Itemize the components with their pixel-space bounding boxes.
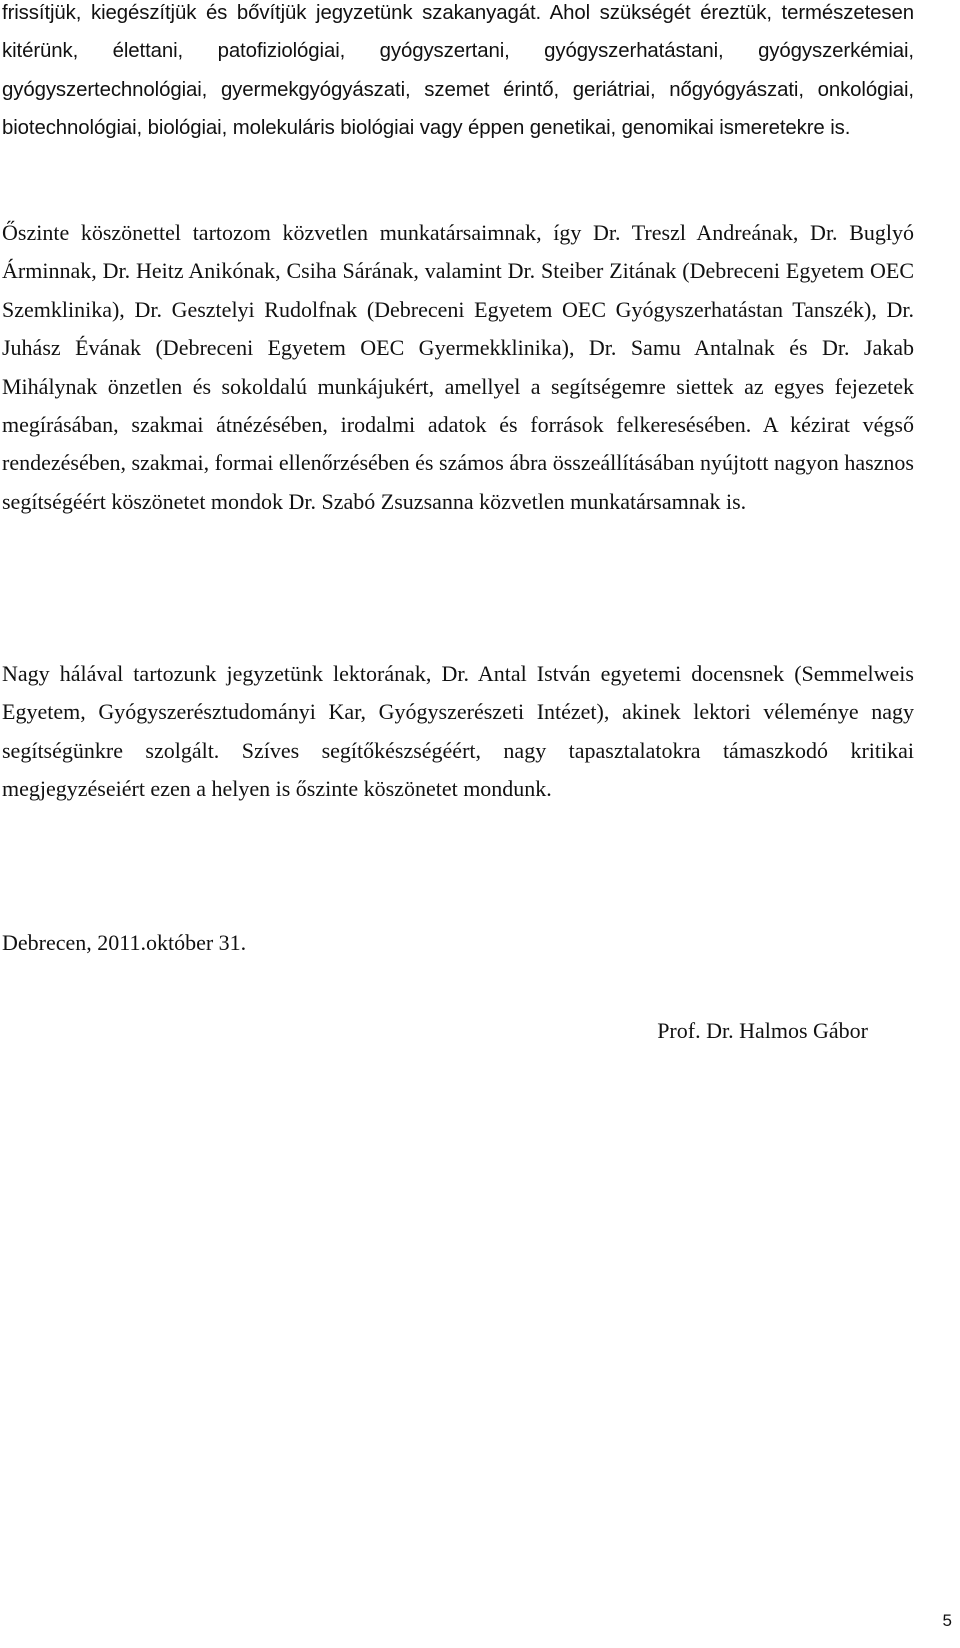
page-number: 5 [942, 1611, 952, 1630]
author-signature: Prof. Dr. Halmos Gábor [657, 1018, 868, 1043]
date-place-line: Debrecen, 2011.október 31. [2, 930, 247, 955]
acknowledgement-paragraph: Őszinte köszönettel tartozom közvetlen munkatársaimnak, így Dr. Treszl Andreának, Dr. Buglyó Árminnak, Dr. Heitz Anikónak, Csiha Sárának, valamint Dr. Steiber Zitának (Debreceni Egyetem OEC Szemklinika), Dr. Gesztelyi Rudolfnak (Debreceni Egyetem OEC Gyógyszerhatástan Tanszék), Dr. Juhász Évának (Debreceni Egyetem OEC Gyermekklinika), Dr. Samu Antalnak és Dr. Jakab Mihálynak önzetlen és sokoldalú munkájukért, amellyel a segítségemre siettek az egyes fejezetek megírásában, szakmai átnézésében, irodalmi adatok és források felkeresésében. A kézirat végső rendezésében, szakmai, formai ellenőrzésében és számos ábra összeállításában nyújtott nagyon hasznos segítségéért köszönetet mondok Dr. Szabó Zsuzsanna közvetlen munkatársamnak is. [2, 220, 914, 514]
intro-paragraph: frissítjük, kiegészítjük és bővítjük jegyzetünk szakanyagát. Ahol szükségét éreztük, természetesen kitérünk, élettani, patofiziológiai, gyógyszertani, gyógyszerhatástani, gyógyszerkémiai, gyógyszertechnológiai, gyermekgyógyászati, szemet érintő, geriátriai, nőgyógyászati, onkológiai, biotechnológiai, biológiai, molekuláris biológiai vagy éppen genetikai, genomikai ismeretekre is. [2, 2, 914, 140]
reviewer-paragraph: Nagy hálával tartozunk jegyzetünk lektorának, Dr. Antal István egyetemi docensnek (Semmelweis Egyetem, Gyógyszerésztudományi Kar, Gyógyszerészeti Intézet), akinek lektori véleménye nagy segítségünkre szolgált. Szíves segítőkészségéért, nagy tapasztalatokra támaszkodó kritikai megjegyzéseiért ezen a helyen is őszinte köszönetet mondunk. [2, 661, 914, 802]
